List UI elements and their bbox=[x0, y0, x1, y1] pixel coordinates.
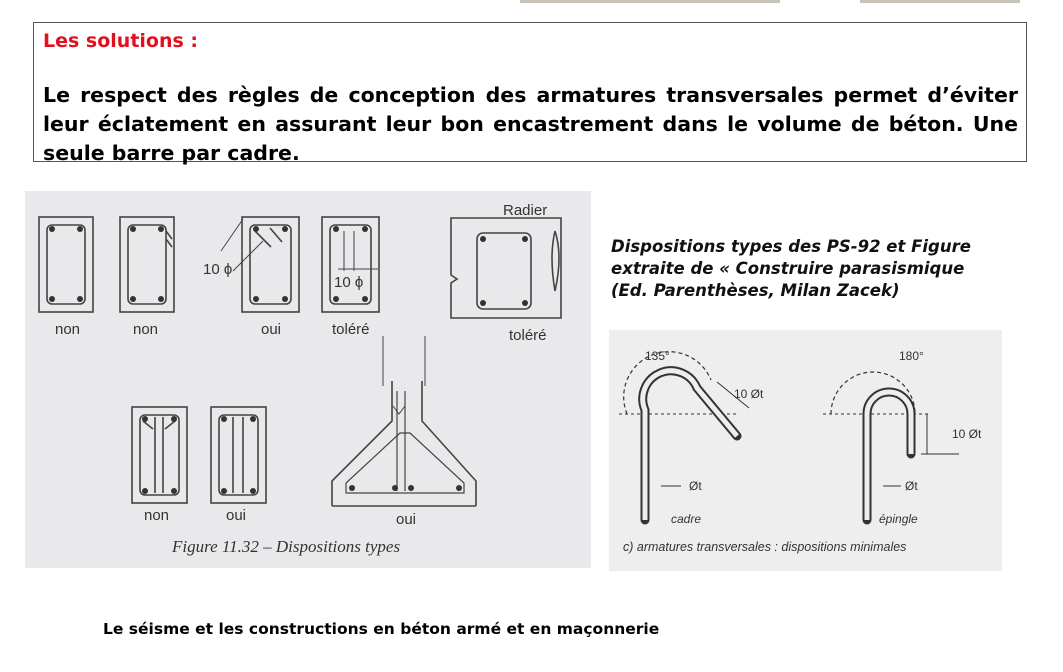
solutions-box bbox=[33, 22, 1027, 165]
hooks-drawing bbox=[609, 330, 1002, 571]
label-cadre: cadre bbox=[671, 512, 702, 526]
hooks-figure bbox=[609, 330, 1002, 571]
dispositions-figure bbox=[25, 191, 591, 568]
label-oui-1: oui bbox=[261, 321, 282, 338]
label-tolere-2: toléré bbox=[509, 327, 547, 344]
caption-line-1: Dispositions types des PS-92 et Figure bbox=[611, 237, 971, 256]
label-dim-right: 10 ϕ bbox=[334, 274, 364, 291]
label-oui-3: oui bbox=[396, 511, 417, 528]
dispositions-caption bbox=[611, 236, 1031, 302]
angle-135: 135° bbox=[645, 349, 670, 363]
caption-line-2: extraite de « Construire parasismique bbox=[611, 259, 965, 278]
label-dim-left: 10 ϕ bbox=[203, 261, 233, 278]
solutions-body: Le respect des règles de conception des armatures transversales permet d’éviter leur éclatement en assurant leur bon encastrement dans le volume de béton. Une seule barre par cadre. bbox=[43, 83, 1018, 165]
caption-line-3: (Ed. Parenthèses, Milan Zacek) bbox=[611, 281, 900, 300]
label-non-2: non bbox=[133, 321, 159, 338]
top-image-edge bbox=[860, 0, 1020, 3]
label-epingle: épingle bbox=[879, 512, 918, 526]
label-radier: Radier bbox=[503, 202, 548, 219]
dispositions-drawing bbox=[25, 191, 591, 568]
label-tolere-1: toléré bbox=[332, 321, 370, 338]
solutions-title: Les solutions : bbox=[43, 30, 199, 52]
hooks-caption: c) armatures transversales : dispositions minimales bbox=[623, 540, 907, 554]
dim-epingle: 10 Øt bbox=[952, 427, 982, 441]
angle-180: 180° bbox=[899, 349, 924, 363]
figure-caption: Figure 11.32 – Dispositions types bbox=[172, 537, 401, 556]
diam-cadre: Øt bbox=[689, 479, 702, 493]
top-image-edge bbox=[520, 0, 780, 3]
label-oui-2: oui bbox=[226, 507, 247, 524]
diam-epingle: Øt bbox=[905, 479, 918, 493]
label-non-1: non bbox=[55, 321, 81, 338]
dim-cadre: 10 Øt bbox=[734, 387, 764, 401]
label-non-3: non bbox=[144, 507, 170, 524]
footer-title: Le séisme et les constructions en béton armé et en maçonnerie bbox=[103, 620, 660, 638]
